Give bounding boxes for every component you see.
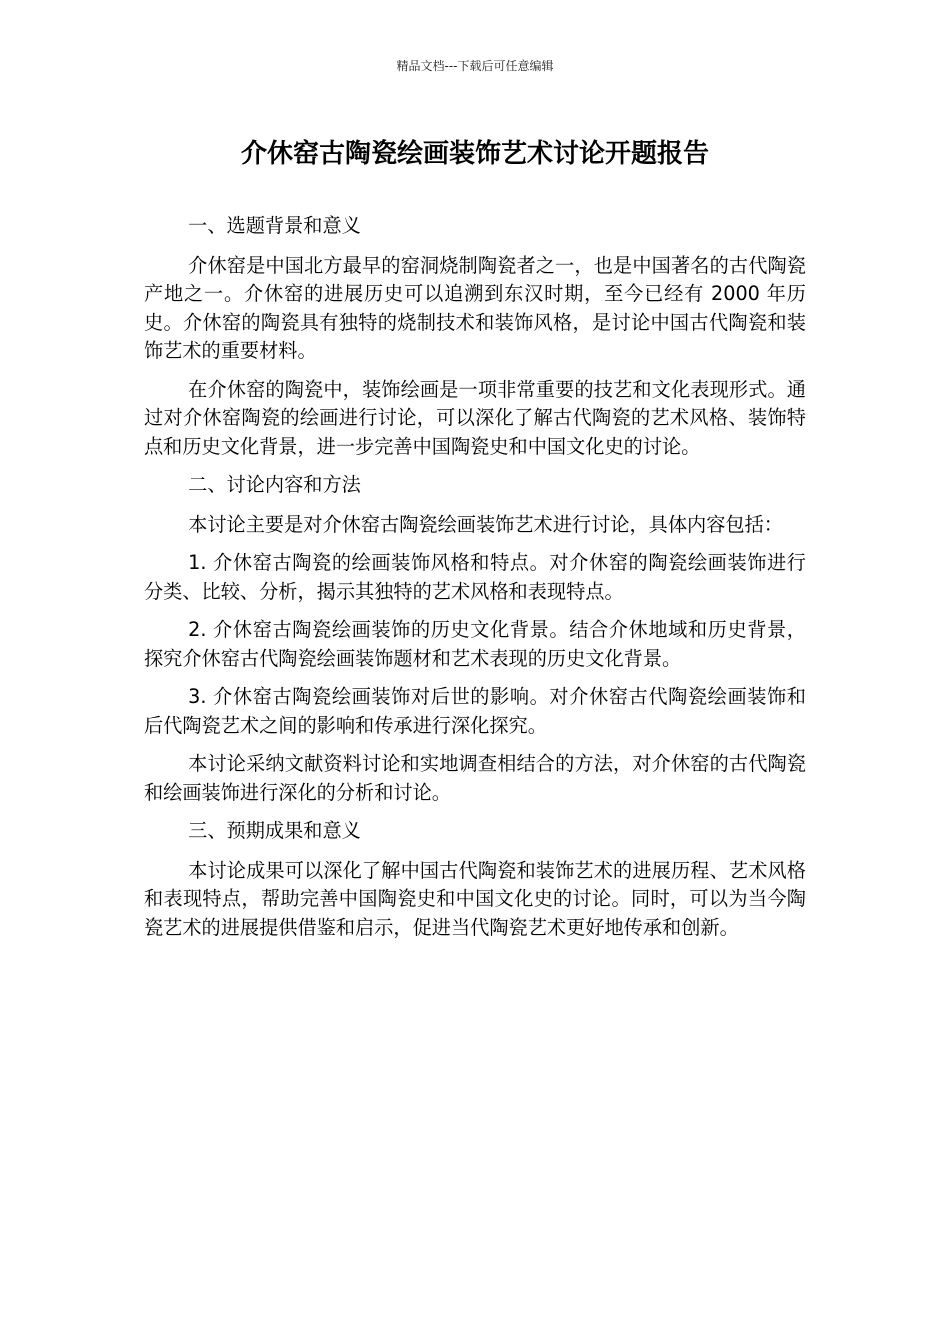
list-item: 1. 介休窑古陶瓷的绘画装饰风格和特点。对介休窑的陶瓷绘画装饰进行分类、比较、分析，揭示其独特的艺术风格和表现特点。 xyxy=(144,551,806,603)
paragraph: 介休窑是中国北方最早的窑洞烧制陶瓷者之一，也是中国著名的古代陶瓷产地之一。介休窑的进展历史可以追溯到东汉时期，至今已经有 2000 年历史。介休窑的陶瓷具有独特的烧制技术和装饰风格，是讨论中国古代陶瓷和装饰艺术的重要材料。 xyxy=(144,253,806,362)
document-title: 介休窑古陶瓷绘画装饰艺术讨论开题报告 xyxy=(240,139,709,169)
page-header-note: 精品文档---下载后可任意编辑 xyxy=(396,59,554,73)
paragraph: 本讨论主要是对介休窑古陶瓷绘画装饰艺术进行讨论，具体内容包括： xyxy=(188,512,783,536)
list-item: 3. 介休窑古陶瓷绘画装饰对后世的影响。对介休窑古代陶瓷绘画装饰和后代陶瓷艺术之间的影响和传承进行深化探究。 xyxy=(144,685,806,737)
paragraph: 本讨论成果可以深化了解中国古代陶瓷和装饰艺术的进展历程、艺术风格和表现特点，帮助完善中国陶瓷史和中国文化史的讨论。同时，可以为当今陶瓷艺术的进展提供借鉴和启示，促进当代陶瓷艺术更好地传承和创新。 xyxy=(144,858,806,939)
document-body xyxy=(144,212,806,952)
section-heading: 三、预期成果和意义 xyxy=(188,819,361,842)
paragraph: 本讨论采纳文献资料讨论和实地调查相结合的方法，对介休窑的古代陶瓷和绘画装饰进行深化的分析和讨论。 xyxy=(144,752,806,804)
section-heading: 二、讨论内容和方法 xyxy=(188,473,361,496)
list-item: 2. 介休窑古陶瓷绘画装饰的历史文化背景。结合介休地域和历史背景，探究介休窑古代陶瓷绘画装饰题材和艺术表现的历史文化背景。 xyxy=(144,618,806,670)
paragraph: 在介休窑的陶瓷中，装饰绘画是一项非常重要的技艺和文化表现形式。通过对介休窑陶瓷的绘画进行讨论，可以深化了解古代陶瓷的艺术风格、装饰特点和历史文化背景，进一步完善中国陶瓷史和中国文化史的讨论。 xyxy=(144,377,806,458)
section-heading: 一、选题背景和意义 xyxy=(188,214,361,237)
